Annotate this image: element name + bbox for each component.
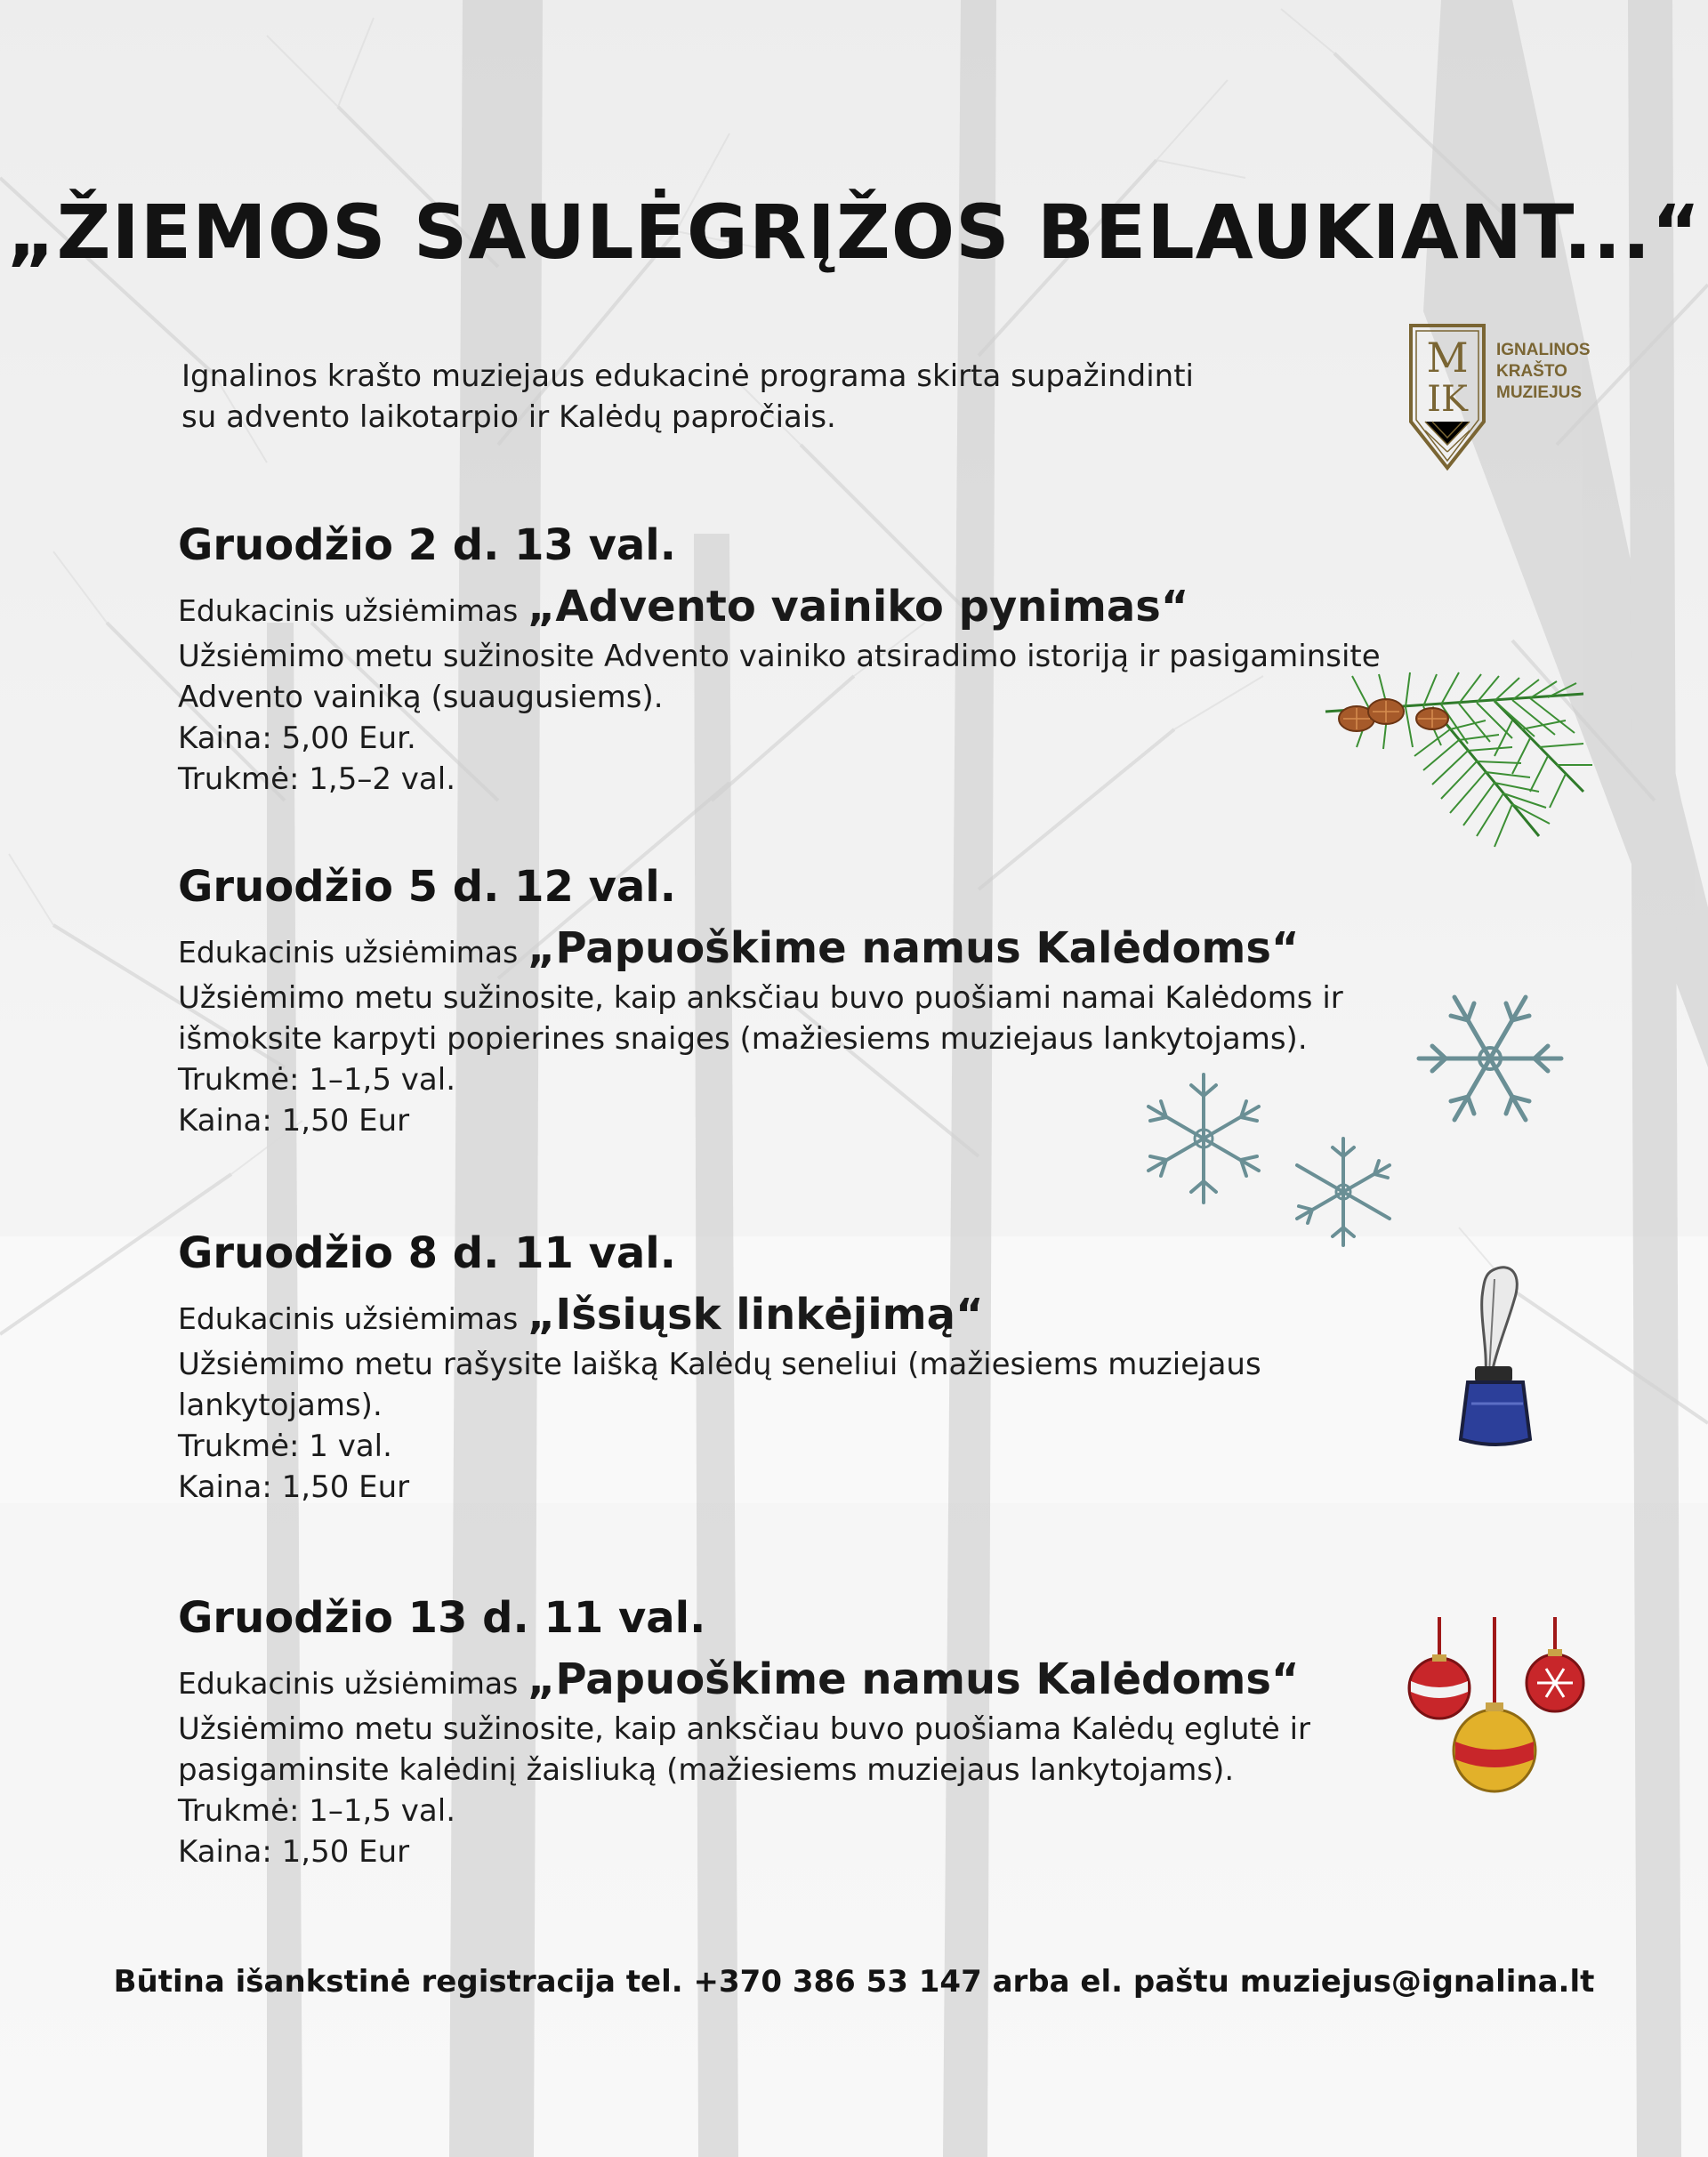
event-desc: Užsiėmimo metu sužinosite, kaip anksčiau buvo puošiami namai Kalėdoms ir: [178, 980, 1343, 1016]
event-meta: Trukmė: 1,5–2 val.: [178, 761, 456, 797]
logo-text: [1496, 340, 1591, 404]
event-desc: lankytojams).: [178, 1388, 383, 1423]
snowflake-icon: [1410, 987, 1570, 1130]
logo-line: KRAŠTO: [1496, 362, 1567, 381]
event-desc: pasigaminsite kalėdinį žaisliuką (mažiesiems muziejaus lankytojams).: [178, 1752, 1235, 1788]
event-title: [178, 1654, 1477, 1709]
event-meta: Kaina: 1,50 Eur: [178, 1469, 410, 1505]
logo-monogram-top: M: [1426, 334, 1469, 382]
museum-logo: [1407, 322, 1674, 478]
event-block: [178, 1590, 1477, 1872]
intro-text: [181, 356, 1338, 438]
intro-line: Ignalinos krašto muziejaus edukacinė programa skirta supažindinti: [181, 358, 1194, 394]
event-meta: Trukmė: 1–1,5 val.: [178, 1062, 456, 1098]
event-block: [178, 518, 1477, 800]
event-name: „Advento vainiko pynimas“: [527, 582, 1189, 632]
museum-shield-icon: [1407, 322, 1487, 473]
logo-line: MUZIEJUS: [1496, 383, 1583, 402]
event-date: Gruodžio 8 d. 11 val.: [178, 1228, 676, 1278]
event-meta: Kaina: 5,00 Eur.: [178, 720, 416, 756]
event-desc: Užsiėmimo metu sužinosite, kaip anksčiau buvo puošiama Kalėdų eglutė ir: [178, 1711, 1311, 1747]
registration-footer: Būtina išankstinė registracija tel. +370 386 53 147 arba el. paštu muziejus@ignalina.lt: [113, 1964, 1595, 2000]
event-title: [178, 1290, 1477, 1344]
event-block: [178, 859, 1477, 1141]
event-name: „Papuoškime namus Kalėdoms“: [527, 1654, 1300, 1704]
snowflake-icon: [1290, 1134, 1397, 1250]
event-block: [178, 1226, 1477, 1508]
event-date: Gruodžio 5 d. 12 val.: [178, 862, 676, 912]
event-date: Gruodžio 2 d. 13 val.: [178, 520, 676, 570]
snowflake-icon: [1141, 1069, 1266, 1208]
event-title: [178, 923, 1477, 978]
page-title: „ŽIEMOS SAULĖGRĮŽOS BELAUKIANT...“: [6, 189, 1702, 276]
event-date: Gruodžio 13 d. 11 val.: [178, 1593, 706, 1643]
event-desc: Užsiėmimo metu rašysite laišką Kalėdų seneliui (mažiesiems muziejaus: [178, 1347, 1261, 1382]
event-desc: Užsiėmimo metu sužinosite Advento vainiko atsiradimo istoriją ir pasigaminsite: [178, 639, 1381, 674]
event-meta: Trukmė: 1–1,5 val.: [178, 1793, 456, 1829]
event-meta: Trukmė: 1 val.: [178, 1429, 392, 1464]
pine-branch-icon: [1317, 658, 1601, 863]
event-desc: Advento vainiką (suaugusiems).: [178, 680, 664, 715]
quill-ink-icon: [1441, 1261, 1548, 1453]
event-prefix: Edukacinis užsiėmimas: [178, 1301, 519, 1336]
event-desc: išmoksite karpyti popierines snaiges (mažiesiems muziejaus lankytojams).: [178, 1021, 1308, 1057]
christmas-ornaments-icon: [1404, 1617, 1591, 1795]
event-meta: Kaina: 1,50 Eur: [178, 1103, 410, 1139]
event-meta: Kaina: 1,50 Eur: [178, 1834, 410, 1870]
event-prefix: Edukacinis užsiėmimas: [178, 593, 519, 628]
event-title: [178, 582, 1477, 636]
logo-line: IGNALINOS: [1496, 341, 1591, 359]
event-prefix: Edukacinis užsiėmimas: [178, 1666, 519, 1701]
event-prefix: Edukacinis užsiėmimas: [178, 935, 519, 970]
event-name: „Išsiųsk linkėjimą“: [527, 1290, 984, 1340]
logo-monogram-bottom: IK: [1427, 379, 1468, 420]
intro-line: su advento laikotarpio ir Kalėdų papročiais.: [181, 399, 836, 435]
event-name: „Papuoškime namus Kalėdoms“: [527, 923, 1300, 973]
